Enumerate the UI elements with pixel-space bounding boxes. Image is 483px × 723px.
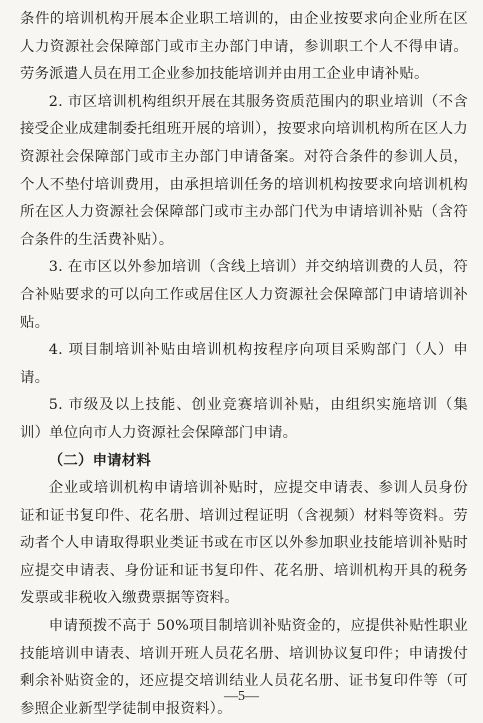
section-heading: （二）申请材料	[48, 452, 151, 469]
paragraph-materials-1: 企业或培训机构申请培训补贴时，应提交申请表、参训人员身份证和证书复印件、花名册、培训过程证明（含视频）材料等资料。劳动者个人申请取得职业类证书或在市区以外参加职业技能培训补贴时应提交申请表、身份证和证书复印件、花名册、培训机构开具的税务发票或非税收入缴费票据等资料。	[20, 480, 468, 607]
page-number: —5—	[224, 689, 259, 704]
paragraph-item-2: 2. 市区培训机构组织开展在其服务资质范围内的职业培训（不含接受企业成建制委托组班开展的培训），按要求向培训机构所在区人力资源社会保障部门或市主办部门申请备案。对符合条件的参训人员，个人不垫付培训费用，由承担培训任务的培训机构按要求向培训机构所在区人力资源社会保障部门或市主办部门代为申请培训补贴（含符合条件的生活费补贴）。	[20, 93, 468, 248]
paragraph-item-4: 4. 项目制培训补贴由培训机构按程序向项目采购部门（人）申请。	[20, 342, 468, 386]
paragraph-item-3: 3. 在市区以外参加培训（含线上培训）并交纳培训费的人员，符合补贴要求的可以向工作或居住区人力资源社会保障部门申请培训补贴。	[20, 259, 468, 331]
paragraph-item-5: 5. 市级及以上技能、创业竞赛培训补贴，由组织实施培训（集训）单位向市人力资源社会保障部门申请。	[20, 397, 468, 441]
document-page	[20, 6, 468, 723]
paragraph-materials-2: 申请预拨不高于 50%项目制培训补贴资金的，应提供补贴性职业技能培训申请表、培训开班人员花名册、培训协议复印件；申请拨付剩余补贴资金的，还应提交培训结业人员花名册、证书复印件等（可参照企业新型学徒制申报资料）。	[20, 618, 468, 717]
paragraph-continuation: 条件的培训机构开展本企业职工培训的，由企业按要求向企业所在区人力资源社会保障部门或市主办部门申请，参训职工个人不得申请。劳务派遣人员在用工企业参加技能培训并由用工企业申请补贴。	[20, 11, 468, 83]
